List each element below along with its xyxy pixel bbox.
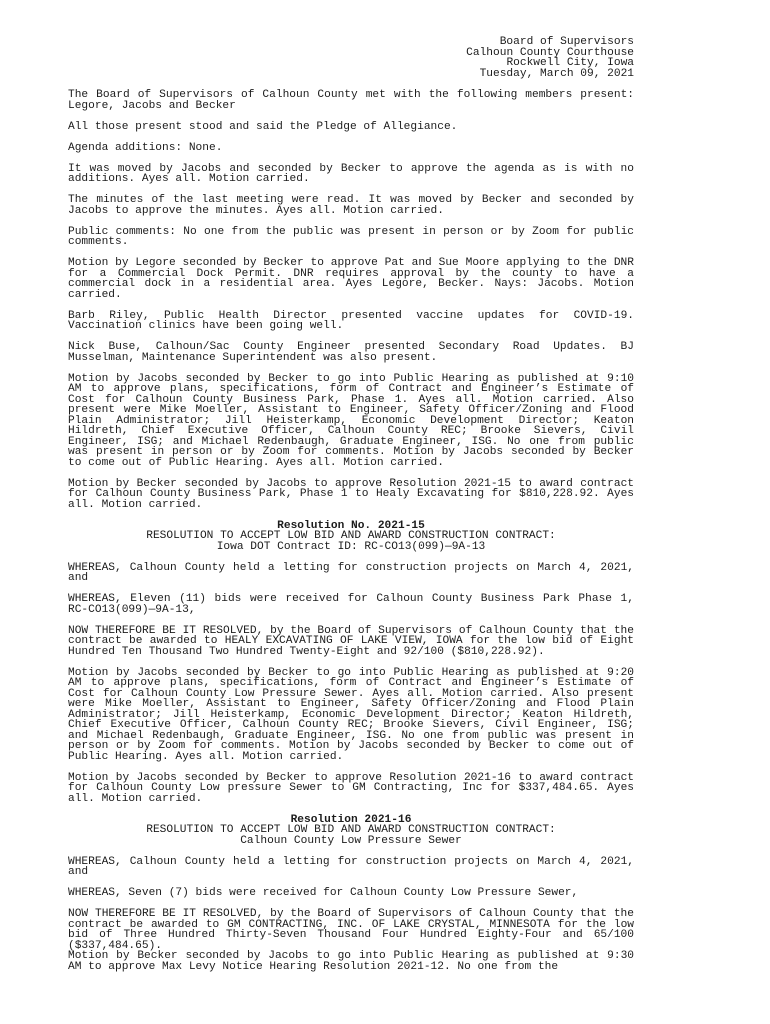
paragraph-public-health: Barb Riley, Public Health Director presented vaccine updates for COVID-19. Vaccination clinics have been going well. [68,309,634,332]
paragraph-pledge: All those present stood and said the Pledge of Allegiance. [68,120,458,133]
resolution-project: Calhoun County Low Pressure Sewer [240,834,462,847]
header-date: Tuesday, March 09, 2021 [479,67,634,80]
resolution-contract-id: Iowa DOT Contract ID: RC-CO13(099)—9A-13 [216,540,486,553]
paragraph-whereas-letting-2: WHEREAS, Calhoun County held a letting for construction projects on March 4, 2021, and [68,855,634,878]
resolution-title: Resolution 2021-16 [290,813,412,826]
paragraph-whereas-bids: WHEREAS, Eleven (11) bids were received for Calhoun County Business Park Phase 1, RC-CO13(099)—9A-13, [68,593,634,616]
minutes-document [68,37,634,983]
paragraph-agenda-approval: It was moved by Jacobs and seconded by Becker to approve the agenda as is with no additions. Ayes all. Motion carried. [68,162,634,185]
paragraph-public-comments: Public comments: No one from the public was present in person or by Zoom for public comments. [68,225,634,248]
resolution-title: Resolution No. 2021-15 [277,519,425,532]
paragraph-resolved-healy: NOW THEREFORE BE IT RESOLVED, by the Board of Supervisors of Calhoun County that the contract be awarded to HEALY EXCAVATING OF LAKE VIEW, IOWA for the low bid of Eight Hundred Ten Thousand Two Hundred Twenty-Eight and 92/100 ($810,228.92). [68,624,634,658]
header-city: Rockwell City, Iowa [506,57,634,69]
header-board: Board of Supervisors [499,36,634,48]
paragraph-hearing-business-park: Motion by Jacobs seconded by Becker to go into Public Hearing as published at 9:10 AM to approve plans, specifications, form of Contract and Engineer’s Estimate of Cost for Calhoun County Business Park, Phase 1. Ayes all. Motion carried. Also present were Mike Moeller, Assistant to Engineer, Safety Officer/Zoning and Flood Plain Administrator; Jill Heisterkamp, Economic Development Director; Keaton Hildreth, Chief Executive Officer, Calhoun County REC; Brooke Sievers, Civil Engineer, ISG; and Michael Redenbaugh, Graduate Engineer, ISG. No one from public was present in person or by Zoom for comments. Motion by Jacobs seconded by Becker to come out of Public Hearing. Ayes all. Motion carried. [68,372,634,469]
paragraph-agenda-additions: Agenda additions: None. [68,141,223,154]
paragraph-motion-resolution-2021-15: Motion by Becker seconded by Jacobs to approve Resolution 2021-15 to award contract for Calhoun County Business Park, Phase 1 to Healy Excavating for $810,228.92. Ayes all. Motion carried. [68,477,634,511]
paragraph-attendance: The Board of Supervisors of Calhoun County met with the following members present: Legore, Jacobs and Becker [68,89,634,112]
paragraph-motion-resolution-2021-16: Motion by Jacobs seconded by Becker to approve Resolution 2021-16 to award contract for Calhoun County Low pressure Sewer to GM Contracting, Inc for $337,484.65. Ayes all. Motion carried. [68,771,634,805]
resolution-2021-15-heading [68,521,634,553]
header-courthouse: Calhoun County Courthouse [466,46,634,59]
paragraph-hearing-low-pressure-sewer: Motion by Jacobs seconded by Becker to go into Public Hearing as published at 9:20 AM to approve plans, specifications, form of Contract and Engineer’s Estimate of Cost for Calhoun County Low Pressure Sewer. Ayes all. Motion carried. Also present were Mike Moeller, Assistant to Engineer, Safety Officer/Zoning and Flood Plain Administrator; Jill Heisterkamp, Economic Development Director; Keaton Hildreth, Chief Executive Officer, Calhoun County REC; Brooke Sievers, Civil Engineer, ISG; and Michael Redenbaugh, Graduate Engineer, ISG. No one from public was present in person or by Zoom for comments. Motion by Jacobs seconded by Becker to come out of Public Hearing. Ayes all. Motion carried. [68,666,634,763]
resolution-subtitle: RESOLUTION TO ACCEPT LOW BID AND AWARD CONSTRUCTION CONTRACT: [146,824,556,836]
resolution-subtitle: RESOLUTION TO ACCEPT LOW BID AND AWARD CONSTRUCTION CONTRACT: [146,530,556,542]
paragraph-hearing-max-levy: Motion by Becker seconded by Jacobs to go into Public Hearing as published at 9:30 AM to approve Max Levy Notice Hearing Resolution 2021-12. No one from the [68,950,634,973]
paragraph-minutes: The minutes of the last meeting were read. It was moved by Becker and seconded by Jacobs to approve the minutes. Ayes all. Motion carried. [68,194,634,217]
paragraph-resolved-gm: NOW THEREFORE BE IT RESOLVED, by the Board of Supervisors of Calhoun County that the contract be awarded to GM CONTRACTING, INC. OF LAKE CRYSTAL, MINNESOTA for the low bid of Three Hundred Thirty-Seven Thousand Four Hundred Eighty-Four and 65/100 ($337,484.65). [68,908,634,952]
document-header [68,37,634,79]
paragraph-whereas-bids-2: WHEREAS, Seven (7) bids were received for Calhoun County Low Pressure Sewer, [68,887,579,899]
paragraph-secondary-roads: Nick Buse, Calhoun/Sac County Engineer presented Secondary Road Updates. BJ Musselman, Maintenance Superintendent was also present. [68,341,634,364]
resolution-2021-16-heading [68,815,634,847]
paragraph-whereas-letting: WHEREAS, Calhoun County held a letting for construction projects on March 4, 2021, and [68,561,634,584]
paragraph-dock-permit: Motion by Legore seconded by Becker to approve Pat and Sue Moore applying to the DNR for a Commercial Dock Permit. DNR requires approval by the county to have a commercial dock in a residential area. Ayes Legore, Becker. Nays: Jacobs. Motion carried. [68,257,634,301]
